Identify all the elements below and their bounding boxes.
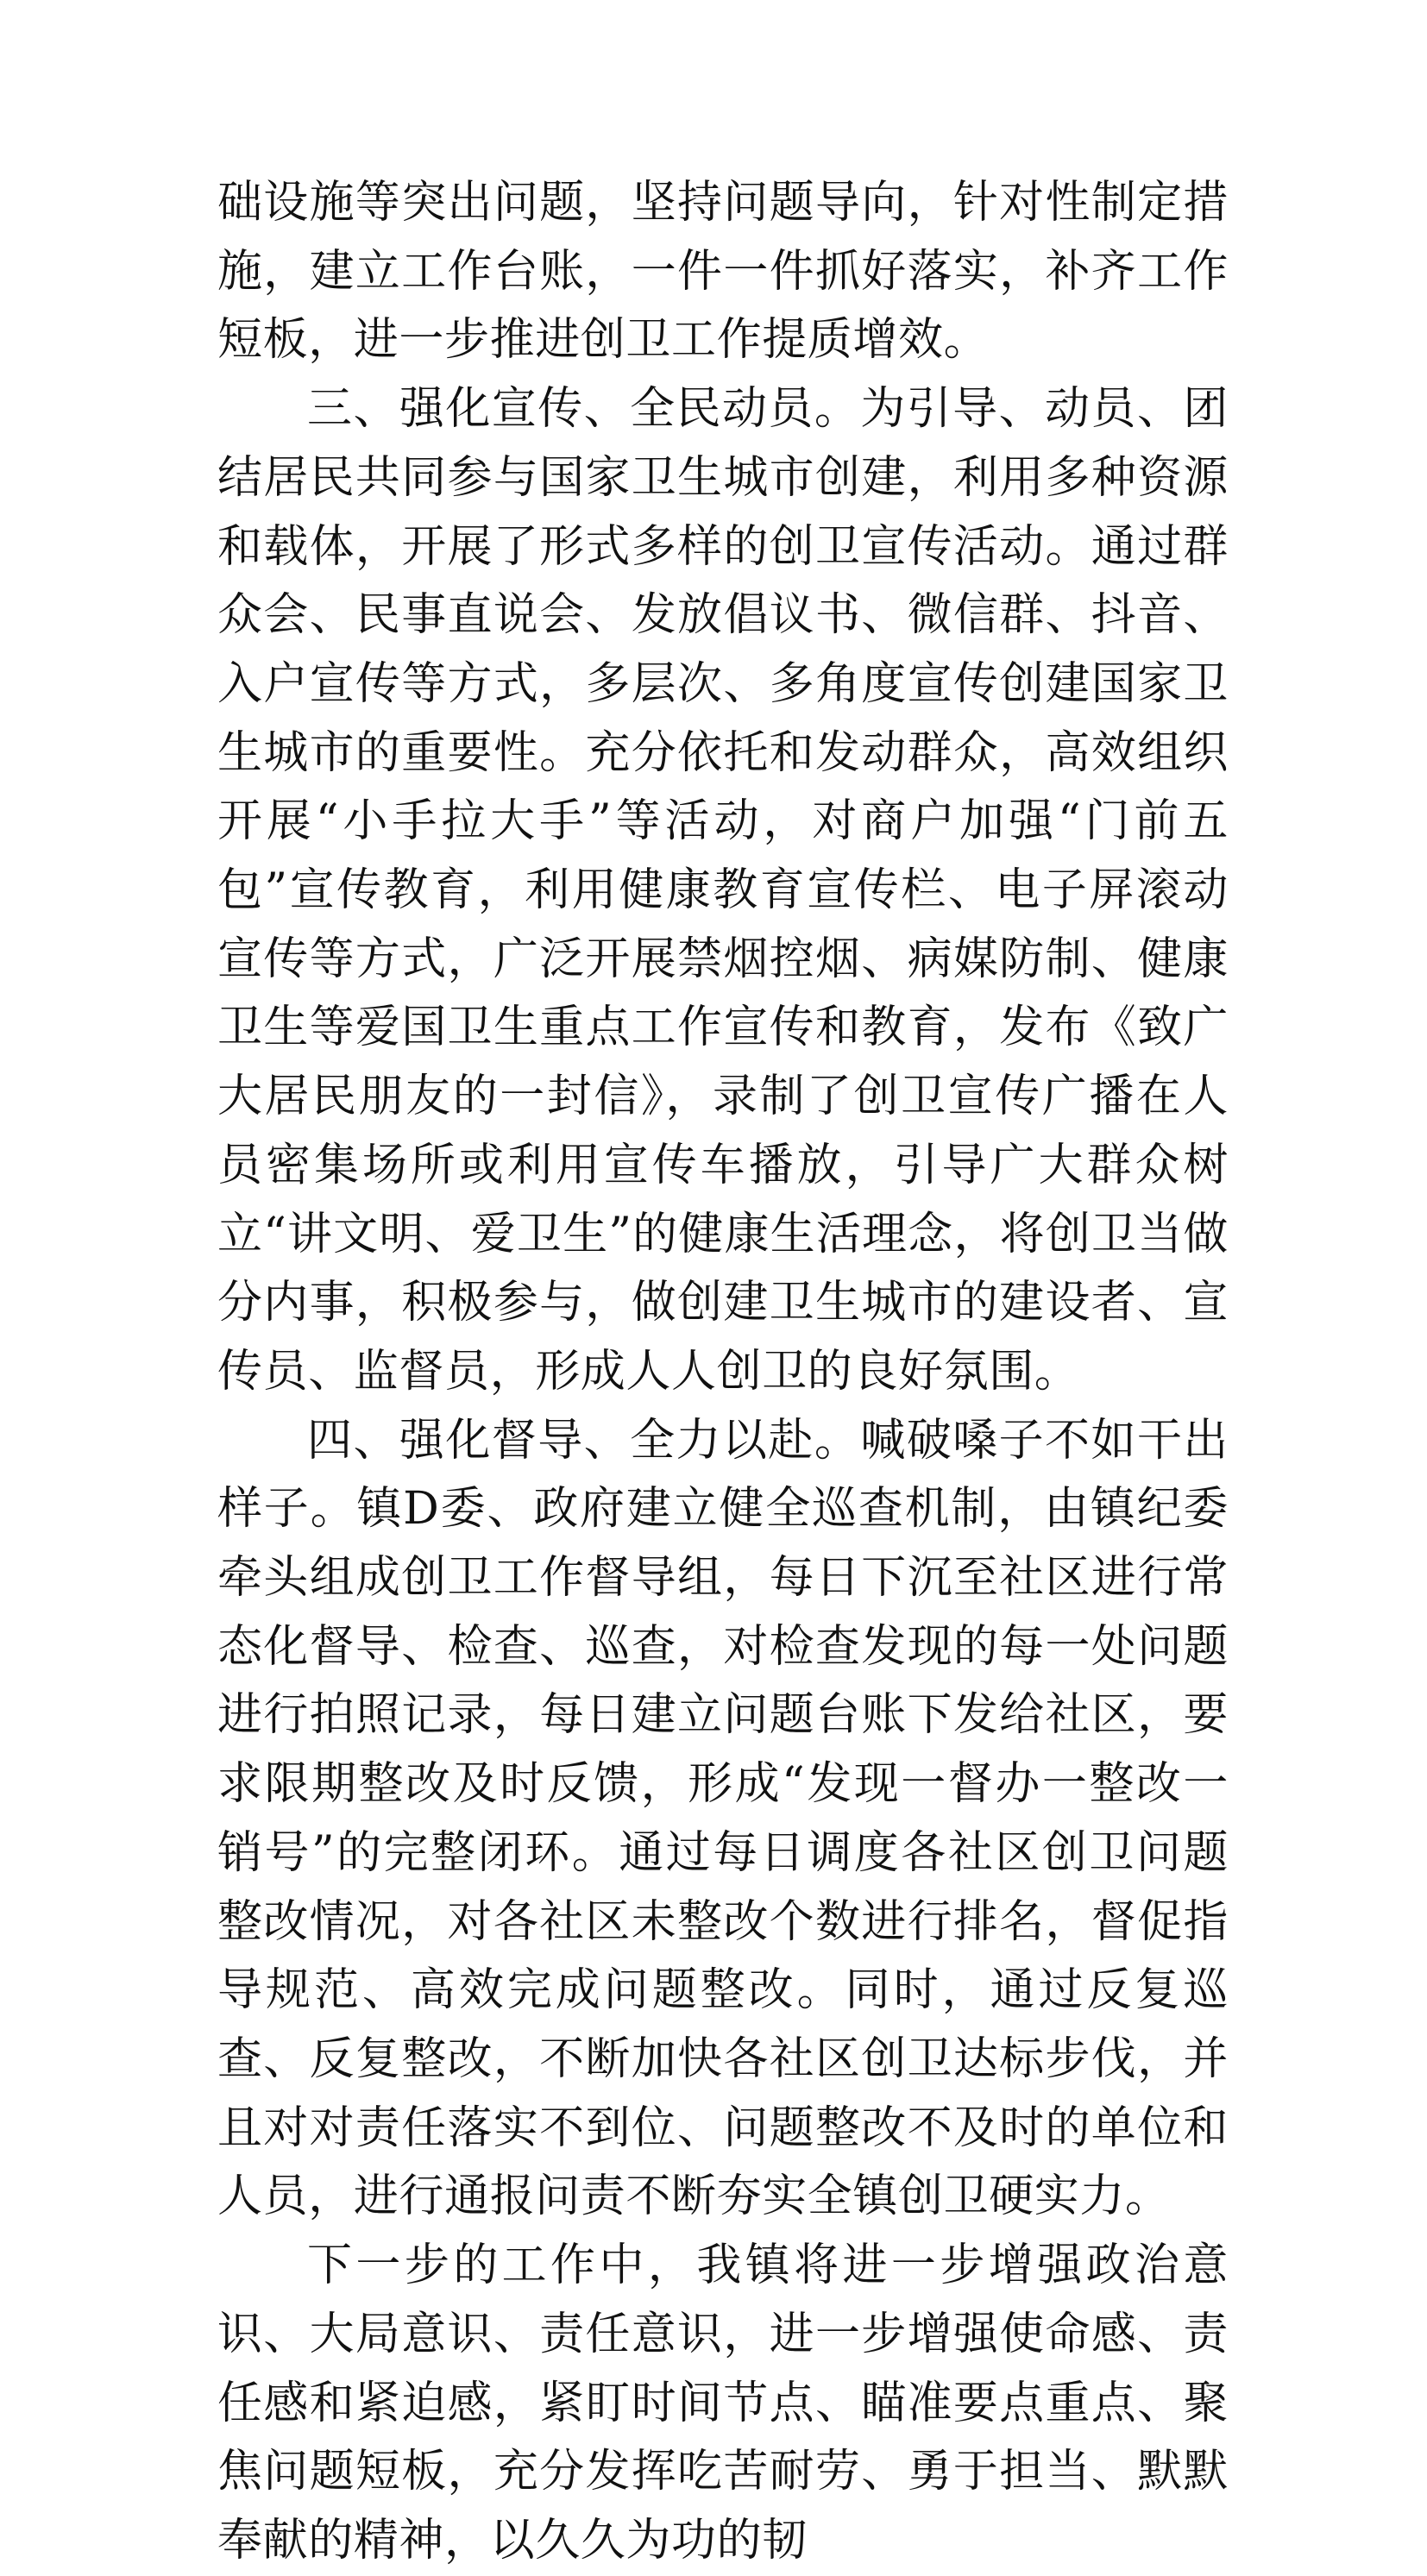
document-body	[217, 169, 1229, 2576]
paragraph-continuation: 础设施等突出问题，坚持问题导向，针对性制定措施，建立工作台账，一件一件抓好落实，补齐工作短板，进一步推进创卫工作提质增效。	[217, 177, 1229, 367]
paragraph-supervision: 四、强化督导、全力以赴。喊破嗓子不如干出样子。镇D委、政府建立健全巡查机制，由镇纪委牵头组成创卫工作督导组，每日下沉至社区进行常态化督导、检查、巡查，对检查发现的每一处问题进行拍照记录，每日建立问题台账下发给社区，要求限期整改及时反馈，形成“发现一督办一整改一销号”的完整闭环。通过每日调度各社区创卫问题整改情况，对各社区未整改个数进行排名，督促指导规范、高效完成问题整改。同时，通过反复巡查、反复整改，不断加快各社区创卫达标步伐，并且对对责任落实不到位、问题整改不及时的单位和人员，进行通报问责不断夯实全镇创卫硬实力。	[217, 1414, 1229, 2223]
paragraph-publicity: 三、强化宣传、全民动员。为引导、动员、团结居民共同参与国家卫生城市创建，利用多种资源和载体，开展了形式多样的创卫宣传活动。通过群众会、民事直说会、发放倡议书、微信群、抖音、入户宣传等方式，多层次、多角度宣传创建国家卫生城市的重要性。充分依托和发动群众，高效组织开展“小手拉大手”等活动，对商户加强“门前五包”宣传教育，利用健康教育宣传栏、电子屏滚动宣传等方式，广泛开展禁烟控烟、病媒防制、健康卫生等爱国卫生重点工作宣传和教育，发布《致广大居民朋友的一封信》，录制了创卫宣传广播在人员密集场所或利用宣传车播放，引导广大群众树立“讲文明、爱卫生”的健康生活理念，将创卫当做分内事，积极参与，做创建卫生城市的建设者、宣传员、监督员，形成人人创卫的良好氛围。	[217, 383, 1229, 1398]
paragraph-next-steps: 下一步的工作中，我镇将进一步增强政治意识、大局意识、责任意识，进一步增强使命感、责任感和紧迫感，紧盯时间节点、瞄准要点重点、聚焦问题短板，充分发挥吃苦耐劳、勇于担当、默默奉献的精神，以久久为功的韧	[217, 2240, 1229, 2567]
